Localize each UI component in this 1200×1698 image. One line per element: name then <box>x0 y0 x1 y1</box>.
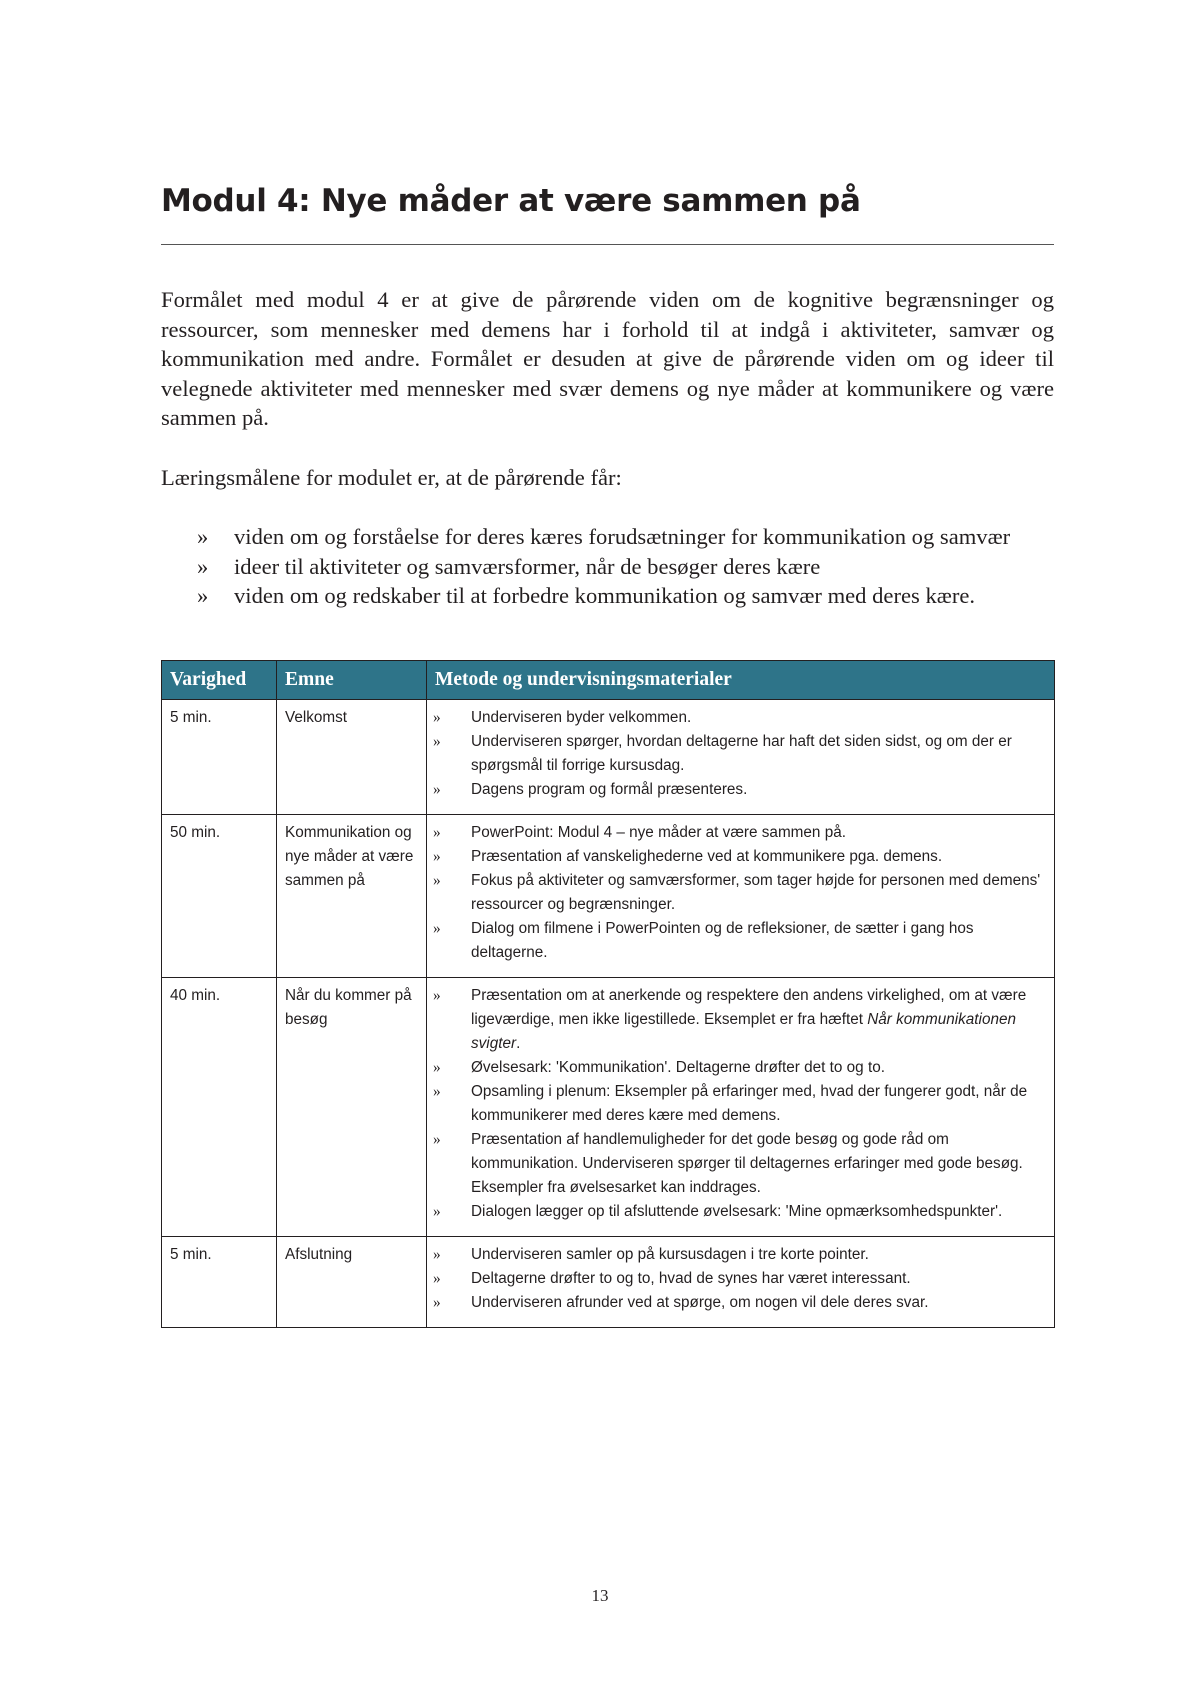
intro-paragraph: Formålet med modul 4 er at give de pårørende viden om de kognitive begrænsninger og ressourcer, som mennesker med demens har i forhold til at indgå i aktiviteter, samvær og kommunikation med andre. Formålet er desuden at give de pårørende viden om og ideer til velegnede aktiviteter med mennesker med svær demens og nye måder at kommunikere og være sammen på. <box>161 287 1054 431</box>
learning-goal: » viden om og forståelse for deres kæres forudsætninger for kommunikation og samvær <box>161 522 1054 552</box>
methods-cell <box>427 1237 1055 1328</box>
module-schedule-table <box>161 660 1055 1328</box>
method-item: » Dagens program og formål præsenteres. <box>433 781 748 798</box>
method-item: » Opsamling i plenum: Eksempler på erfaringer med, hvad der fungerer godt, når de kommunikerer med deres kære med demens. <box>433 1083 1028 1124</box>
header-topic: Emne <box>277 661 427 700</box>
learning-goal: » ideer til aktiviteter og samværsformer, når de besøger deres kære <box>161 552 1054 582</box>
method-item: » Præsentation af handlemuligheder for det gode besøg og gode råd om kommunikation. Underviseren spørger til deltagernes erfaringer med gode besøg. Eksempler fra øvelsesarket kan inddrages. <box>433 1131 1023 1196</box>
method-item: » Underviseren spørger, hvordan deltagerne har haft det siden sidst, og om der er spørgsmål til forrige kursusdag. <box>433 733 1012 774</box>
method-item: » Deltagerne drøfter to og to, hvad de synes har været interessant. <box>433 1270 911 1287</box>
booklet-title: Når kommunikationen svigter <box>471 1011 1016 1052</box>
method-item: » Underviseren afrunder ved at spørge, om nogen vil dele deres svar. <box>433 1294 929 1311</box>
duration-cell: 5 min. <box>162 700 277 815</box>
page-title: Modul 4: Nye måder at være sammen på <box>161 183 861 219</box>
table-row <box>162 978 1055 1237</box>
method-item: » Dialogen lægger op til afsluttende øvelsesark: 'Mine opmærksomhedspunkter'. <box>433 1203 1003 1220</box>
table-header-row <box>162 661 1055 700</box>
duration-cell: 40 min. <box>162 978 277 1237</box>
bullet-marker: » <box>197 583 209 609</box>
topic-cell: Afslutning <box>277 1237 427 1328</box>
method-item: » Dialog om filmene i PowerPointen og de refleksioner, de sætter i gang hos deltagerne. <box>433 920 974 961</box>
method-item: » Underviseren samler op på kursusdagen i tre korte pointer. <box>433 1246 869 1263</box>
duration-cell: 5 min. <box>162 1237 277 1328</box>
method-item: » PowerPoint: Modul 4 – nye måder at være sammen på. <box>433 824 846 841</box>
topic-cell: Velkomst <box>277 700 427 815</box>
table-row <box>162 1237 1055 1328</box>
table-row <box>162 815 1055 978</box>
method-item: » Præsentation om at anerkende og respektere den andens virkelighed, om at være ligeværdige, men ikke ligestillede. Eksemplet er fra hæftet Når kommunikationen svigter. <box>433 987 1027 1052</box>
methods-cell <box>427 815 1055 978</box>
bullet-marker: » <box>197 524 209 549</box>
table-row <box>162 700 1055 815</box>
header-methods: Metode og undervisningsmaterialer <box>427 661 1055 700</box>
goals-lead: Læringsmålene for modulet er, at de pårørende får: <box>161 465 622 490</box>
method-item: » Præsentation af vanskelighederne ved at kommunikere pga. demens. <box>433 848 943 865</box>
method-item: » Fokus på aktiviteter og samværsformer, som tager højde for personen med demens' ressourcer og begrænsninger. <box>433 872 1041 913</box>
duration-cell: 50 min. <box>162 815 277 978</box>
topic-cell: Når du kommer på besøg <box>277 978 427 1237</box>
method-item: » Underviseren byder velkommen. <box>433 709 692 726</box>
title-divider <box>161 244 1054 245</box>
page-number: 13 <box>591 1586 609 1605</box>
methods-cell <box>427 978 1055 1237</box>
learning-goals-list <box>161 522 1054 611</box>
methods-cell <box>427 700 1055 815</box>
header-duration: Varighed <box>162 661 277 700</box>
bullet-marker: » <box>197 553 209 579</box>
method-item: » Øvelsesark: 'Kommunikation'. Deltagerne drøfter det to og to. <box>433 1059 885 1076</box>
learning-goal: » viden om og redskaber til at forbedre kommunikation og samvær med deres kære. <box>161 581 1054 611</box>
topic-cell: Kommunikation og nye måder at være sammen på <box>277 815 427 978</box>
